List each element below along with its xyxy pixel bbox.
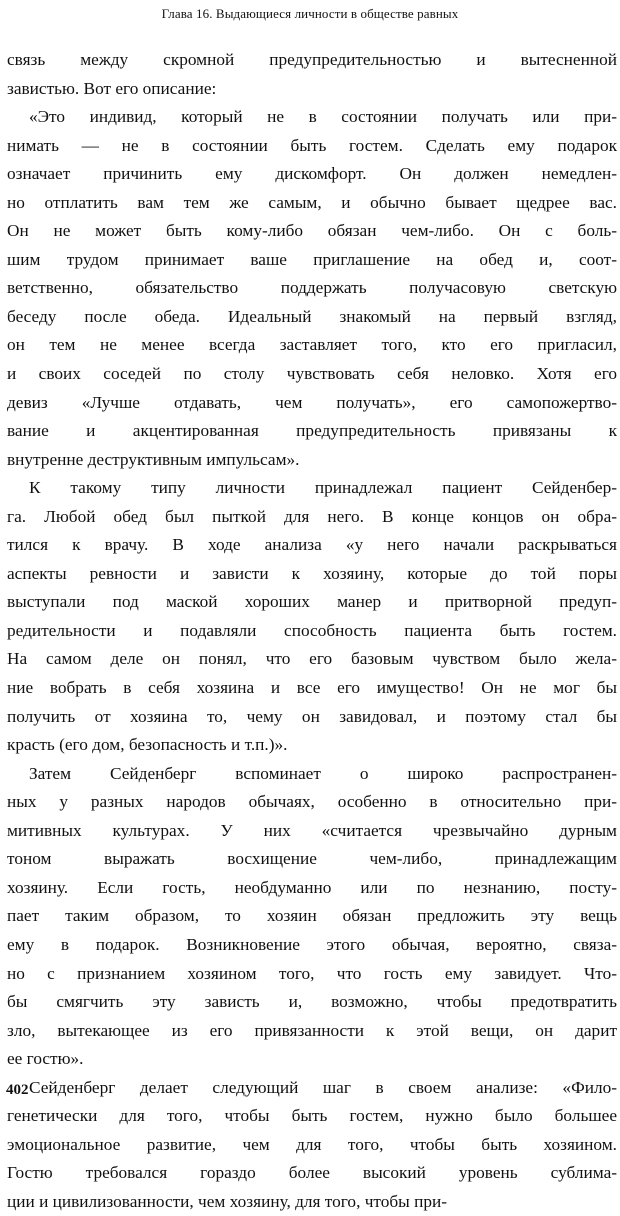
paragraph	[7, 760, 617, 1074]
text-line: Гостю требовался гораздо более высокий уровень сублима-	[7, 1163, 617, 1183]
text-line: Затем Сейденберг вспоминает о широко распространен-	[29, 763, 617, 783]
paragraph	[7, 474, 617, 759]
text-line: связь между скромной предупредительностью и вытесненной	[7, 50, 617, 69]
text-line: га. Любой обед был пыткой для него. В конце концов он обра-	[7, 506, 617, 526]
paragraph	[7, 1074, 617, 1216]
text-line: митивных культурах. У них «считается чрезвычайно дурным	[7, 820, 617, 840]
text-line: ее гостю».	[7, 1049, 84, 1069]
text-line: нимать — не в состоянии быть гостем. Сделать ему подарок	[7, 135, 617, 155]
text-line: означает причинить ему дискомфорт. Он должен немедлен-	[7, 164, 617, 184]
text-line: эмоциональное развитие, чем для того, чтобы быть хозяином.	[7, 1134, 617, 1154]
page-number: 402	[6, 1082, 29, 1098]
text-line: беседу после обеда. Идеальный знакомый на первый взгляд,	[7, 306, 617, 326]
text-line: но с признанием хозяином того, что гость ему завидует. Что-	[7, 963, 617, 983]
text-line: тился к врачу. В ходе анализа «у него начали раскрываться	[7, 535, 617, 555]
text-line: он тем не менее всегда заставляет того, кто его пригласил,	[7, 335, 617, 355]
text-line: внутренне деструктивным импульсам».	[7, 449, 300, 469]
body-text	[7, 46, 617, 1216]
text-line: тоном выражать восхищение чем-либо, принадлежащим	[7, 849, 617, 869]
text-line: аспекты ревности и зависти к хозяину, которые до той поры	[7, 563, 617, 583]
text-line: Он не может быть кому-либо обязан чем-либо. Он с боль-	[7, 221, 617, 241]
paragraph	[7, 46, 617, 103]
text-line: ции и цивилизованности, чем хозяину, для того, чтобы при-	[7, 1191, 447, 1211]
text-line: ветственно, обязательство поддержать получасовую светскую	[7, 278, 617, 298]
text-line: ние вобрать в себя хозяина и все его имущество! Он не мог бы	[7, 678, 617, 698]
text-line: «Это индивид, который не в состоянии получать или при-	[29, 107, 617, 127]
text-line: зло, вытекающее из его привязанности к этой вещи, он дарит	[7, 1020, 617, 1040]
text-line: выступали под маской хороших манер и притворной предуп-	[7, 592, 617, 612]
text-line: хозяину. Если гость, необдуманно или по незнанию, посту-	[7, 877, 617, 897]
text-line: бы смягчить эту зависть и, возможно, чтобы предотвратить	[7, 992, 617, 1012]
text-line: и своих соседей по столу чувствовать себя неловко. Хотя его	[7, 364, 617, 384]
text-line: шим трудом принимает ваше приглашение на обед и, соот-	[7, 249, 617, 269]
text-line: завистью. Вот его описание:	[7, 78, 217, 98]
text-line: красть (его дом, безопасность и т.п.)».	[7, 735, 288, 755]
text-line: ему в подарок. Возникновение этого обычая, вероятно, связа-	[7, 934, 617, 954]
text-line: но отплатить вам тем же самым, и обычно бывает щедрее вас.	[7, 192, 617, 212]
text-line: получить от хозяина то, чему он завидовал, и поэтому стал бы	[7, 706, 617, 726]
text-line: девиз «Лучше отдавать, чем получать», его самопожертво-	[7, 392, 617, 412]
text-line: На самом деле он понял, что его базовым чувством было жела-	[7, 649, 617, 669]
paragraph	[7, 103, 617, 474]
text-line: Сейденберг делает следующий шаг в своем анализе: «Фило-	[29, 1077, 617, 1097]
text-line: ных у разных народов обычаях, особенно в относительно при-	[7, 792, 617, 812]
text-line: вание и акцентированная предупредительность привязаны к	[7, 421, 617, 441]
running-head: Глава 16. Выдающиеся личности в обществе равных	[161, 6, 459, 21]
text-line: К такому типу личности принадлежал пациент Сейденбер-	[29, 478, 617, 498]
text-line: редительности и подавляли способность пациента быть гостем.	[7, 620, 617, 640]
text-line: пает таким образом, то хозяин обязан предложить эту вещь	[7, 906, 617, 926]
text-line: генетически для того, чтобы быть гостем, нужно было большее	[7, 1106, 617, 1126]
